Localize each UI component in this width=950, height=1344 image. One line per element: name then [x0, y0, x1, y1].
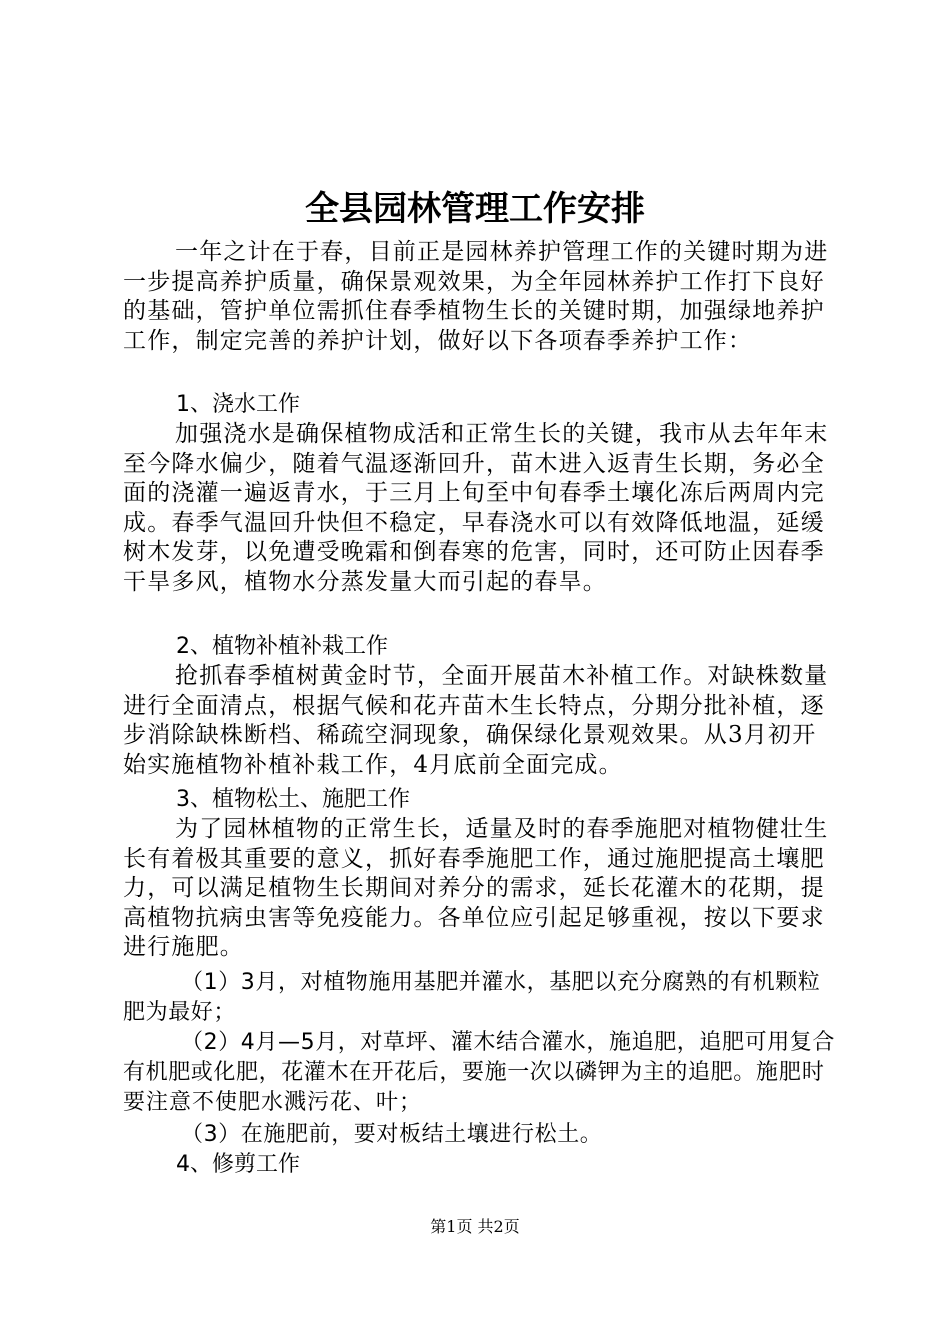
item-text: （1）3月，对植物施用基肥并灌水，基肥以充分腐熟的有机颗粒肥为最好； — [123, 970, 821, 1025]
section-heading-watering: 1、浇水工作 — [176, 392, 300, 417]
section-body-text: 为了园林植物的正常生长，适量及时的春季施肥对植物健壮生长有着极其重要的意义，抓好春季施肥工作，通过施肥提高土壤肥力，可以满足植物生长期间对养分的需求，延长花灌木的花期，提高植物抗病虫害等免疫能力。各单位应引起足够重视，按以下要求进行施肥。 — [123, 816, 829, 960]
section-body-fertilizing — [123, 815, 833, 963]
intro-text: 一年之计在于春，目前正是园林养护管理工作的关键时期为进一步提高养护质量，确保景观效果，为全年园林养护工作打下良好的基础，管护单位需抓住春季植物生长的关键时期，加强绿地养护工作，制定完善的养护计划，做好以下各项春季养护工作： — [123, 239, 829, 354]
document-title: 全县园林管理工作安排 — [305, 189, 645, 229]
fertilizer-item-3: （3）在施肥前，要对板结土壤进行松土。 — [181, 1122, 603, 1147]
section-body-text: 抢抓春季植树黄金时节，全面开展苗木补植工作。对缺株数量进行全面清点，根据气候和花卉苗木生长特点，分期分批补植，逐步消除缺株断档、稀疏空洞现象，确保绿化景观效果。从3月初开始实施植物补植补栽工作，4月底前全面完成。 — [123, 663, 829, 778]
section-body-replanting — [123, 662, 833, 780]
fertilizer-item-1 — [123, 968, 835, 1028]
fertilizer-item-2 — [123, 1028, 835, 1118]
intro-paragraph — [123, 238, 833, 356]
section-heading-replanting: 2、植物补植补栽工作 — [176, 634, 388, 659]
item-text-normal: 施肥时要注意不使肥水溅污花、叶； — [123, 1060, 825, 1115]
page-footer: 第1页 共2页 — [430, 1217, 520, 1236]
section-body-text: 加强浇水是确保植物成活和正常生长的关键，我市从去年年末至今降水偏少，随着气温逐渐回升，苗木进入返青生长期，务必全面的浇灌一遍返青水，于三月上旬至中旬春季土壤化冻后两周内完成。春季气温回升快但不稳定，早春浇水可以有效降低地温，延缓树木发芽，以免遭受晚霜和倒春寒的危害，同时，还可防止因春季干旱多风，植物水分蒸发量大而引起的春旱。 — [123, 421, 829, 595]
section-body-watering — [123, 420, 833, 597]
section-heading-fertilizing: 3、植物松土、施肥工作 — [176, 787, 410, 812]
item-text-bold: （2）4月—5月，对草坪、灌木结合灌水，施追肥，追肥可用复合有机肥或化肥，花灌木在开花后，要施一次以磷钾为主的追肥。 — [123, 1030, 835, 1085]
section-heading-pruning: 4、修剪工作 — [176, 1152, 300, 1177]
